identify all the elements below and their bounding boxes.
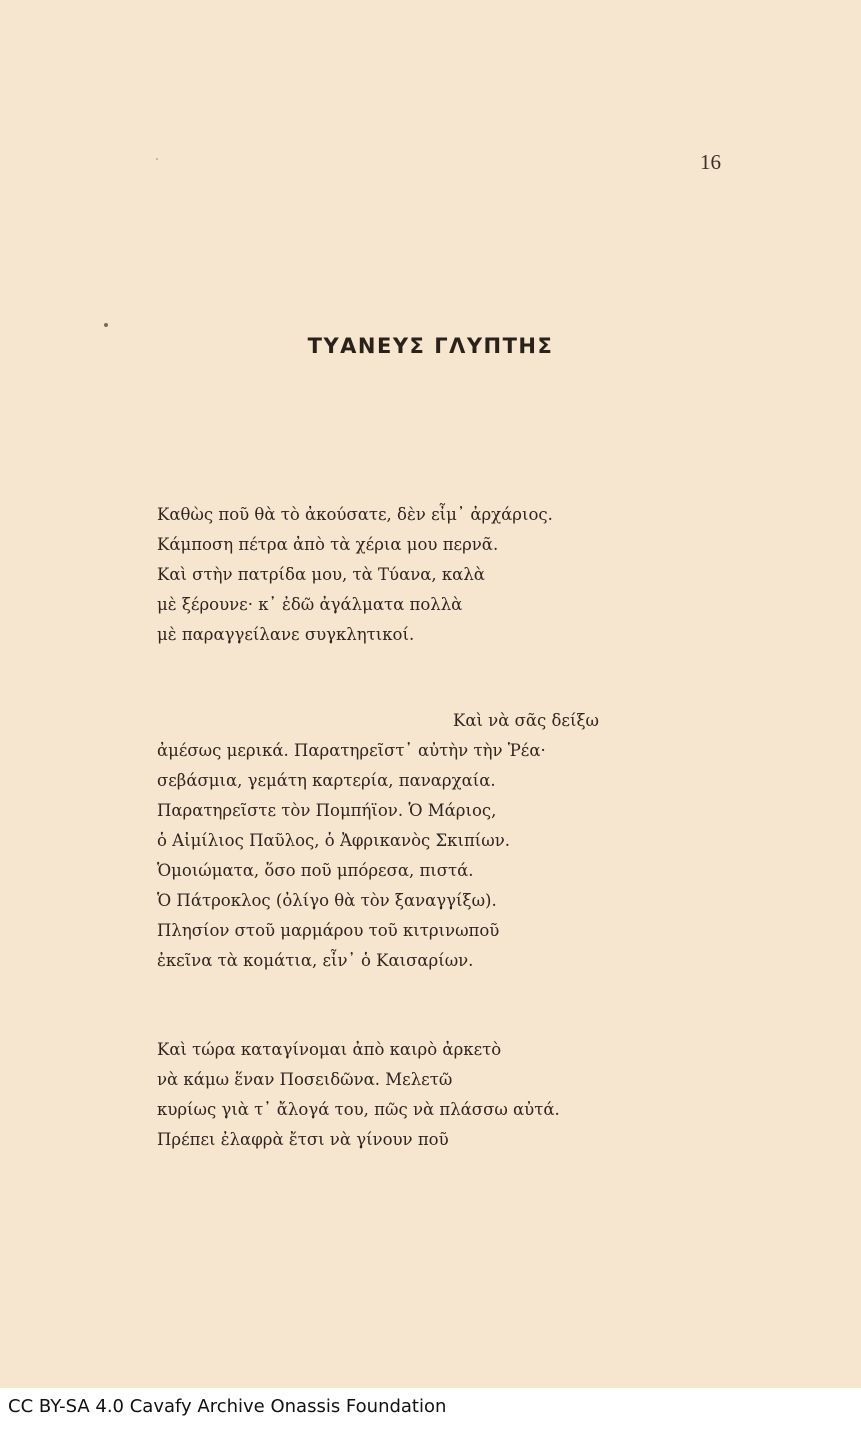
license-footer xyxy=(0,1388,861,1429)
license-text: CC BY-SA 4.0 Cavafy Archive Onassis Foundation xyxy=(8,1396,447,1417)
paper-speck xyxy=(156,158,158,160)
poem-line: Κάμποση πέτρα ἀπὸ τὰ χέρια μου περνᾶ. xyxy=(157,535,499,554)
poem-line: ἀμέσως μερικά. Παρατηρεῖστ᾿ αὐτὴν τὴν Ῥέα· xyxy=(157,741,546,760)
poem-line: Ὁμοιώματα, ὅσο ποῦ μπόρεσα, πιστά. xyxy=(157,861,474,880)
poem-line: μὲ παραγγείλανε συγκλητικοί. xyxy=(157,625,415,644)
poem-line: Πλησίον στοῦ μαρμάρου τοῦ κιτρινωποῦ xyxy=(157,921,500,940)
paper-speck xyxy=(104,323,108,327)
poem-line: Παρατηρεῖστε τὸν Πομπήϊον. Ὁ Μάριος, xyxy=(157,801,497,820)
poem-line: μὲ ξέρουνε· κ᾿ ἐδῶ ἀγάλματα πολλὰ xyxy=(157,595,463,614)
poem-line: Καθὼς ποῦ θὰ τὸ ἀκούσατε, δὲν εἶμ᾿ ἀρχάριος. xyxy=(157,505,553,524)
poem-line: ἐκεῖνα τὰ κομάτια, εἶν᾿ ὁ Καισαρίων. xyxy=(157,951,474,970)
stanza-1 xyxy=(157,500,553,650)
poem-line: κυρίως γιὰ τ᾿ ἄλογά του, πῶς νὰ πλάσσω αὐτά. xyxy=(157,1100,560,1119)
poem-line: Πρέπει ἐλαφρὰ ἔτσι νὰ γίνουν ποῦ xyxy=(157,1130,449,1149)
poem-title: ΤΥΑΝΕΥΣ ΓΛΥΠΤΗΣ xyxy=(307,334,554,358)
stanza-2 xyxy=(157,706,599,976)
page-number: 16 xyxy=(700,150,721,174)
poem-line: σεβάσμια, γεμάτη καρτερία, παναρχαία. xyxy=(157,771,496,790)
poem-line: ὁ Αἰμίλιος Παῦλος, ὁ Ἀφρικανὸς Σκιπίων. xyxy=(157,831,511,850)
poem-line: Καὶ νὰ σᾶς δείξω xyxy=(453,711,599,730)
stanza-3 xyxy=(157,1035,560,1155)
poem-line: Καὶ τώρα καταγίνομαι ἀπὸ καιρὸ ἀρκετὸ xyxy=(157,1040,502,1059)
poem-line: Ὁ Πάτροκλος (ὀλίγο θὰ τὸν ξαναγγίξω). xyxy=(157,891,497,910)
poem-line: νὰ κάμω ἕναν Ποσειδῶνα. Μελετῶ xyxy=(157,1070,453,1089)
poem-line: Καὶ στὴν πατρίδα μου, τὰ Τύανα, καλὰ xyxy=(157,565,485,584)
